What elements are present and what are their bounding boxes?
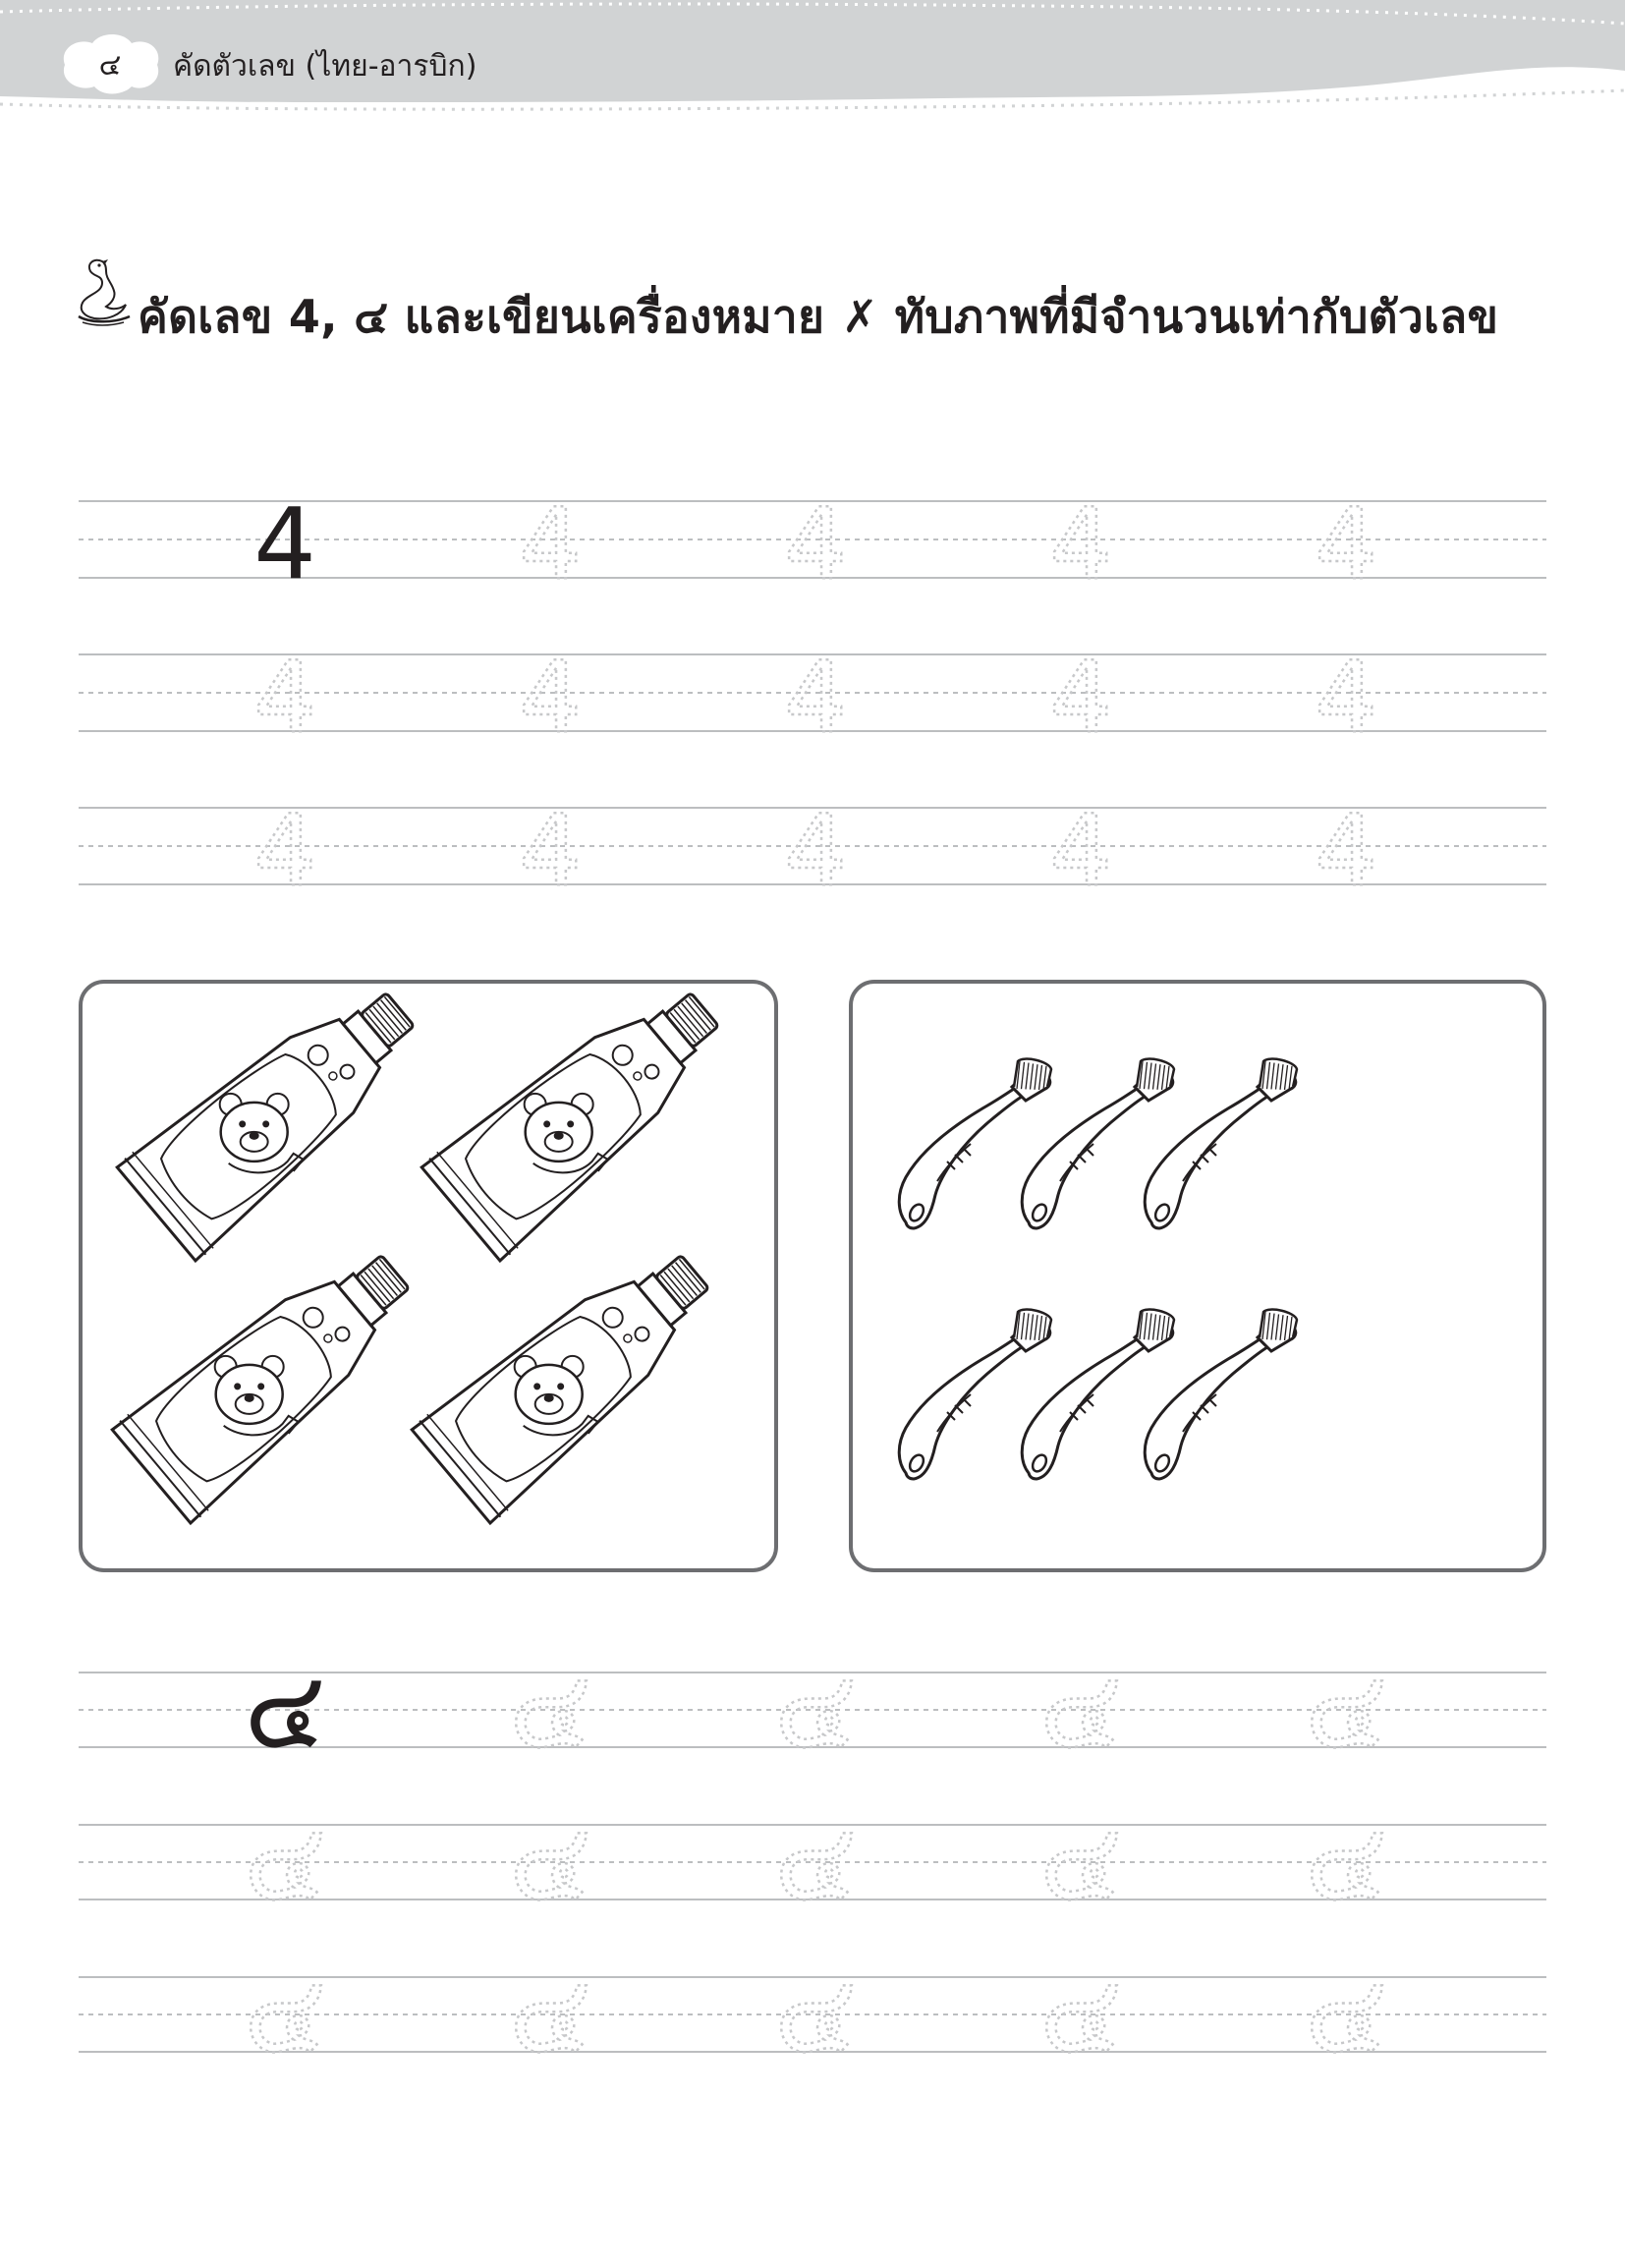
swan-icon <box>73 254 134 326</box>
toothpaste-tube[interactable] <box>411 1223 735 1524</box>
page-number: ๔ <box>98 47 122 83</box>
trace-digit-4[interactable]: 4 <box>1049 793 1112 894</box>
tracing-row <box>79 1647 1546 1773</box>
instruction-text <box>138 281 1498 353</box>
trace-digit-thai-4[interactable]: ๔ <box>509 1799 591 1925</box>
toothpaste-tube[interactable] <box>111 1223 435 1524</box>
instruction-text-after: ทับภาพที่มีจำนวนเท่ากับตัวเลข <box>894 290 1499 343</box>
trace-digit-4[interactable]: 4 <box>519 486 582 601</box>
tracing-row <box>79 486 1546 601</box>
trace-digit-thai-4[interactable]: ๔ <box>509 1952 591 2064</box>
model-digit-thai-4: ๔ <box>244 1647 326 1773</box>
trace-digit-4[interactable]: 4 <box>784 640 847 755</box>
trace-digit-thai-4[interactable]: ๔ <box>509 1647 591 1773</box>
trace-digit-thai-4[interactable]: ๔ <box>1039 1647 1122 1773</box>
model-digit-4: 4 <box>253 486 316 601</box>
tracing-row <box>79 793 1546 894</box>
picture-box-toothbrush[interactable] <box>849 980 1546 1572</box>
trace-digit-thai-4[interactable]: ๔ <box>1039 1952 1122 2064</box>
tracing-grid-thai <box>0 1631 1625 2064</box>
x-mark-icon: ✗ <box>841 290 878 343</box>
tracing-row <box>79 640 1546 755</box>
trace-digit-thai-4[interactable]: ๔ <box>774 1647 857 1773</box>
trace-digit-thai-4[interactable]: ๔ <box>244 1952 326 2064</box>
toothpaste-tube[interactable] <box>116 984 440 1262</box>
trace-digit-4[interactable]: 4 <box>519 793 582 894</box>
tracing-row <box>79 1799 1546 1925</box>
trace-digit-thai-4[interactable]: ๔ <box>1305 1647 1387 1773</box>
trace-digit-thai-4[interactable]: ๔ <box>244 1799 326 1925</box>
instruction-text-before: คัดเลข 4, ๔ และเขียนเครื่องหมาย <box>138 290 825 343</box>
trace-digit-4[interactable]: 4 <box>519 640 582 755</box>
picture-box-toothpaste[interactable] <box>79 980 778 1572</box>
tracing-row <box>79 1952 1546 2064</box>
trace-digit-4[interactable]: 4 <box>784 486 847 601</box>
trace-digit-4[interactable]: 4 <box>253 793 316 894</box>
trace-digit-thai-4[interactable]: ๔ <box>1305 1799 1387 1925</box>
trace-digit-4[interactable]: 4 <box>1315 486 1377 601</box>
trace-digit-thai-4[interactable]: ๔ <box>774 1952 857 2064</box>
trace-digit-4[interactable]: 4 <box>1049 486 1112 601</box>
trace-digit-thai-4[interactable]: ๔ <box>1305 1952 1387 2064</box>
toothpaste-tube[interactable] <box>420 984 745 1262</box>
trace-digit-4[interactable]: 4 <box>253 640 316 755</box>
trace-digit-4[interactable]: 4 <box>1315 793 1377 894</box>
tracing-grid-arabic <box>0 482 1625 894</box>
header-title: คัดตัวเลข (ไทย-อารบิก) <box>173 49 477 84</box>
trace-digit-thai-4[interactable]: ๔ <box>774 1799 857 1925</box>
trace-digit-4[interactable]: 4 <box>1049 640 1112 755</box>
trace-digit-4[interactable]: 4 <box>1315 640 1377 755</box>
trace-digit-4[interactable]: 4 <box>784 793 847 894</box>
trace-digit-thai-4[interactable]: ๔ <box>1039 1799 1122 1925</box>
